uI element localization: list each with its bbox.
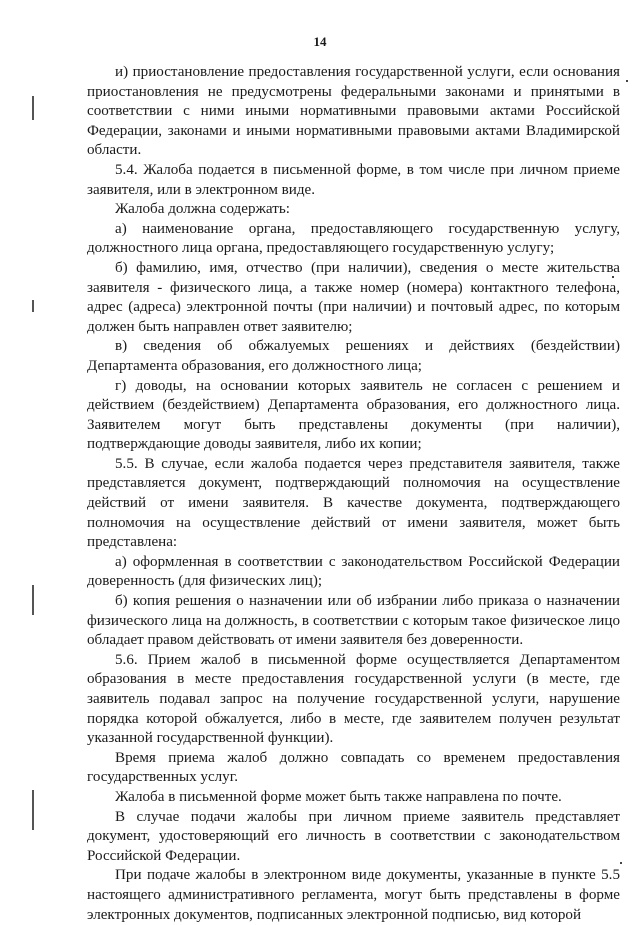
scan-speck [626,80,628,82]
paragraph: б) копия решения о назначении или об избрании либо приказа о назначении физического лица на должность, в соответствии с которым такое физическое лицо обладает правом действовать от имени заявителя без доверенности. [87,593,620,649]
paragraph: 5.4. Жалоба подается в письменной форме, в том числе при личном приеме заявителя, или в электронном виде. [87,161,620,198]
margin-scan-mark [32,96,34,120]
scan-speck [620,862,622,864]
paragraph: При подаче жалобы в электронном виде документы, указанные в пункте 5.5 настоящего административного регламента, могут быть представлены в форме электронных документов, подписанных электронной подписью, вид которой [87,867,620,923]
margin-scan-mark [32,300,34,312]
paragraph: Жалоба в письменной форме может быть также направлена по почте. [115,788,562,805]
document-body [87,63,620,925]
paragraph: В случае подачи жалобы при личном приеме заявитель представляет документ, удостоверяющий его личность в соответствии с законодательством Российской Федерации. [87,808,620,864]
paragraph: а) оформленная в соответствии с законодательством Российской Федерации доверенность (для физических лиц); [87,553,620,590]
paragraph: и) приостановление предоставления государственной услуги, если основания приостановления не предусмотрены федеральными законами и принятыми в соответствии с ними иными нормативными правовыми актами Российской Федерации, законами и иными нормативными правовыми актами Владимирской области. [87,64,620,159]
paragraph: Время приема жалоб должно совпадать со временем предоставления государственных услуг. [87,749,620,786]
margin-scan-mark [32,585,34,615]
margin-scan-mark [32,790,34,830]
paragraph: в) сведения об обжалуемых решениях и действиях (бездействии) Департамента образования, его должностного лица; [87,338,620,374]
paragraph: г) доводы, на основании которых заявитель не согласен с решением и действием (бездействием) Департамента образования, его должностного лица. Заявителем могут быть представлены документы (при наличии), подтверждающие доводы заявителя, либо их копии; [87,377,620,453]
paragraph: 5.5. В случае, если жалоба подается через представителя заявителя, также представляется документ, подтверждающий полномочия на осуществление действий от имени заявителя. В качестве документа, подтверждающего полномочия на осуществление действий от имени заявителя, может быть представлена: [87,455,620,551]
paragraph: 5.6. Прием жалоб в письменной форме осуществляется Департаментом образования в месте предоставления государственной услуги (в месте, где заявитель подавал запрос на получение государственной услуги, нарушение порядка которой обжалуется, либо в месте, где заявителем получен результат указанной государственной функции). [87,651,620,747]
paragraph: б) фамилию, имя, отчество (при наличии), сведения о месте жительства заявителя - физического лица, а также номер (номера) контактного телефона, адрес (адреса) электронной почты (при наличии) и почтовый адрес, по которым должен быть направлен ответ заявителю; [87,259,620,335]
page-number: 14 [313,34,327,49]
paragraph: Жалоба должна содержать: [115,201,290,218]
paragraph: а) наименование органа, предоставляющего государственную услугу, должностного лица органа, предоставляющего государственную услугу; [87,220,620,257]
